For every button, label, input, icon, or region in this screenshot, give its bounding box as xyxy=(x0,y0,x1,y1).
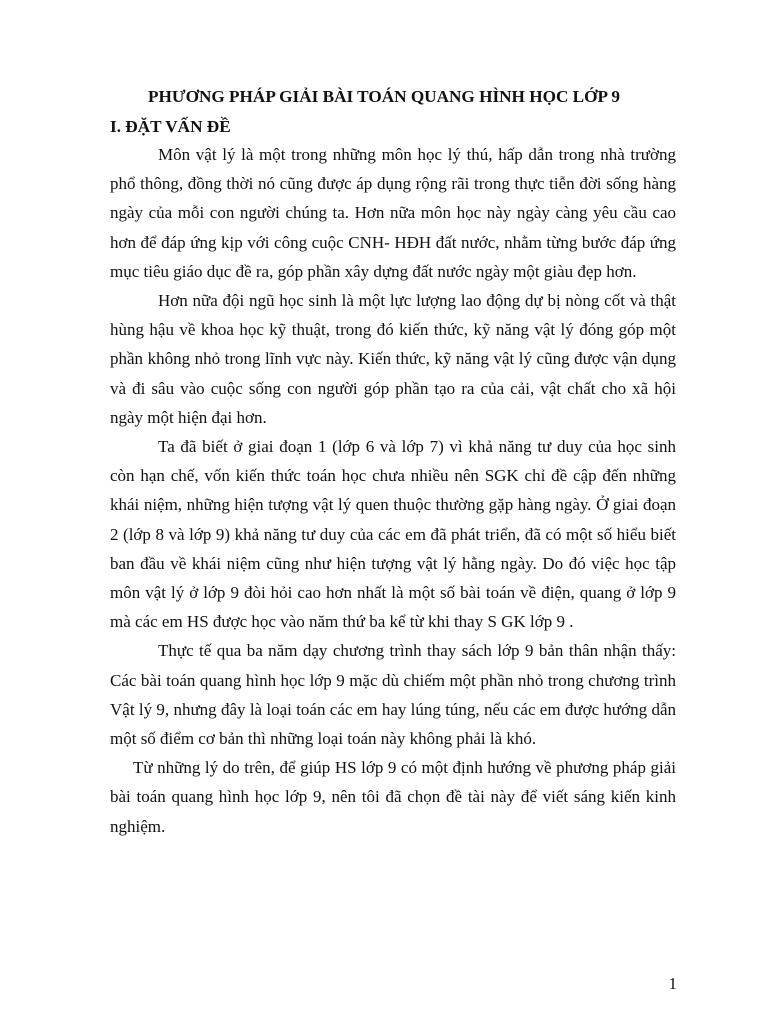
section-heading: I. ĐẶT VẤN ĐỀ xyxy=(110,117,231,136)
body-text xyxy=(110,140,676,841)
paragraph: Thực tế qua ba năm dạy chương trình thay sách lớp 9 bản thân nhận thấy: Các bài toán quang hình học lớp 9 mặc dù chiếm một phần nhỏ trong chương trình Vật lý 9, nhưng đây là loại toán các em hay lúng túng, nếu các em được hướng dẫn một số điểm cơ bản thì những loại toán này không phải là khó. xyxy=(110,641,676,749)
document-title: PHƯƠNG PHÁP GIẢI BÀI TOÁN QUANG HÌNH HỌC LỚP 9 xyxy=(148,87,620,106)
paragraph: Từ những lý do trên, để giúp HS lớp 9 có một định hướng về phương pháp giải bài toán quang hình học lớp 9, nên tôi đã chọn đề tài này để viết sáng kiến kinh nghiệm. xyxy=(110,758,676,836)
page-number: 1 xyxy=(668,974,677,993)
paragraph: Môn vật lý là một trong những môn học lý thú, hấp dẫn trong nhà trường phổ thông, đồng thời nó cũng được áp dụng rộng rãi trong thực tiễn đời sống hàng ngày của mỗi con người chúng ta. Hơn nữa môn học này ngày càng yêu cầu cao hơn để đáp ứng kịp với công cuộc CNH- HĐH đất nước, nhằm từng bước đáp ứng mục tiêu giáo dục đề ra, góp phần xây dựng đất nước ngày một giàu đẹp hơn. xyxy=(110,145,676,281)
paragraph: Ta đã biết ở giai đoạn 1 (lớp 6 và lớp 7) vì khả năng tư duy của học sinh còn hạn chế, vốn kiến thức toán học chưa nhiều nên SGK chỉ đề cập đến những khái niệm, những hiện tượng vật lý quen thuộc thường gặp hàng ngày. Ở giai đoạn 2 (lớp 8 và lớp 9) khả năng tư duy của các em đã phát triển, đã có một số hiểu biết ban đầu về khái niệm cũng như hiện tượng vật lý hằng ngày. Do đó việc học tập môn vật lý ở lớp 9 đòi hỏi cao hơn nhất là một số bài toán về điện, quang ở lớp 9 mà các em HS được học vào năm thứ ba kể từ khi thay S GK lớp 9 . xyxy=(110,437,676,632)
paragraph: Hơn nữa đội ngũ học sinh là một lực lượng lao động dự bị nòng cốt và thật hùng hậu về khoa học kỹ thuật, trong đó kiến thức, kỹ năng vật lý đóng góp một phần không nhỏ trong lĩnh vực này. Kiến thức, kỹ năng vật lý cũng được vận dụng và đi sâu vào cuộc sống con người góp phần tạo ra của cải, vật chất cho xã hội ngày một hiện đại hơn. xyxy=(110,291,676,427)
